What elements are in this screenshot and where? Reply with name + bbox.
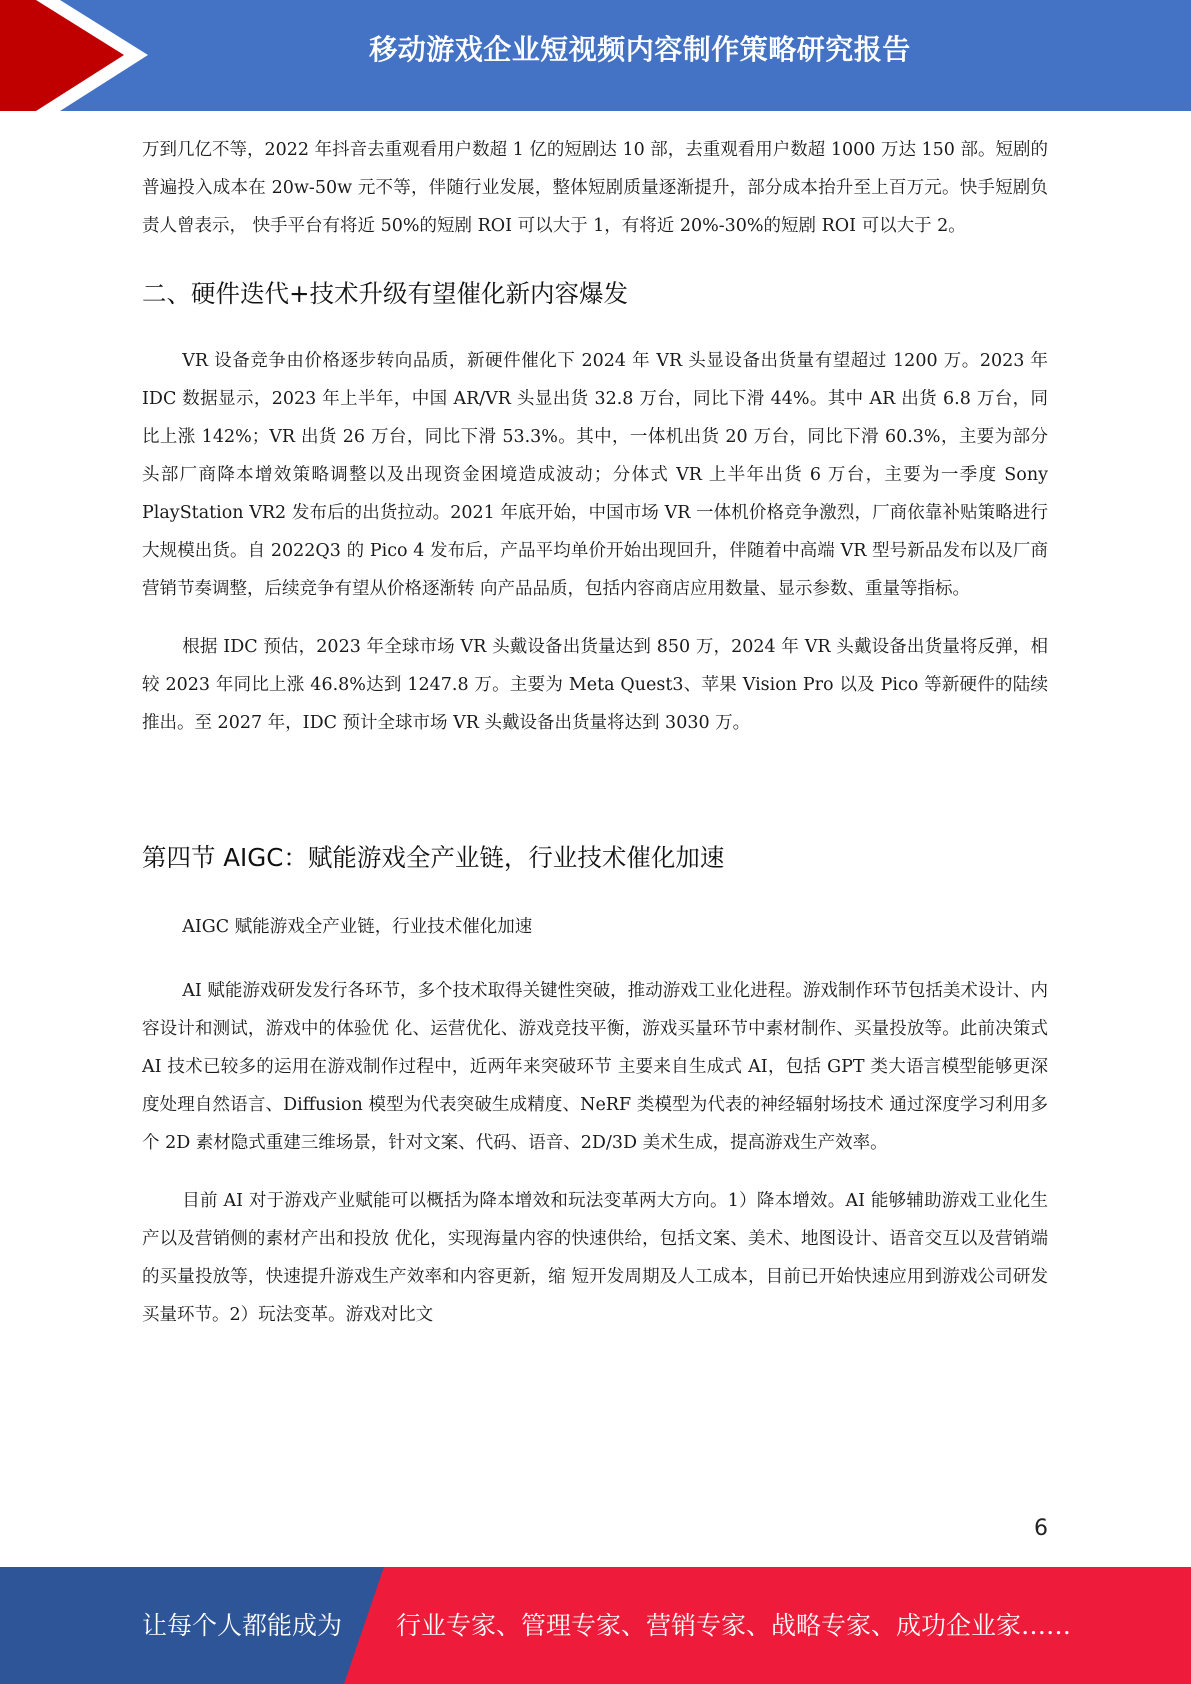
paragraph-short-drama: 万到几亿不等，2022 年抖音去重观看用户数超 1 亿的短剧达 10 部，去重观看用户数超 1000 万达 150 部。短剧的普遍投入成本在 20w-50w 元不等，伴随行业发展，整体短剧质量逐渐提升，部分成本抬升至上百万元。快手短剧负责人曾表示， 快手平台有将近 50%的短剧 ROI 可以大于 1，有将近 20%-30%的短剧 ROI 可以大于 2。 [142,140,1048,236]
paragraph-ai-empowerment: AI 赋能游戏研发发行各环节，多个技术取得关键性突破，推动游戏工业化进程。游戏制作环节包括美术设计、内容设计和测试，游戏中的体验优 化、运营优化、游戏竞技平衡，游戏买量环节中素材制作、买量投放等。此前决策式 AI 技术已较多的运用在游戏制作过程中，近两年来突破环节 主要来自生成式 AI，包括 GPT 类大语言模型能够更深度处理自然语言、Diffusion 模型为代表突破生成精度、NeRF 类模型为代表的神经辐射场技术 通过深度学习利用多个 2D 素材隐式重建三维场景，针对文案、代码、语音、2D/3D 美术生成，提高游戏生产效率。 [142,981,1048,1153]
paragraph-ai-directions: 目前 AI 对于游戏产业赋能可以概括为降本增效和玩法变革两大方向。1）降本增效。AI 能够辅助游戏工业化生产以及营销侧的素材产出和投放 优化，实现海量内容的快速供给，包括文案、美术、地图设计、语音交互以及营销端的买量投放等，快速提升游戏生产效率和内容更新，缩 短开发周期及人工成本，目前已开始快速应用到游戏公司研发买量环节。2）玩法变革。游戏对比文 [142,1191,1048,1325]
footer-slogan-right: 行业专家、管理专家、营销专家、战略专家、成功企业家…… [396,1611,1072,1640]
heading-section-aigc: 第四节 AIGC：赋能游戏全产业链，行业技术催化加速 [142,843,725,872]
page-footer [0,1567,1191,1684]
footer-slogan-left: 让每个人都能成为 [142,1611,343,1640]
heading-hardware-iteration: 二、硬件迭代+技术升级有望催化新内容爆发 [142,279,629,308]
header-chevron-decoration [0,0,150,111]
report-title: 移动游戏企业短视频内容制作策略研究报告 [369,33,911,66]
page-header [0,0,1191,111]
document-body [142,131,1048,1334]
page-number: 6 [1034,1516,1048,1541]
subheading-aigc: AIGC 赋能游戏全产业链，行业技术催化加速 [182,917,533,937]
paragraph-vr-competition: VR 设备竞争由价格逐步转向品质，新硬件催化下 2024 年 VR 头显设备出货量有望超过 1200 万。2023 年 IDC 数据显示，2023 年上半年，中国 AR/VR 头显出货 32.8 万台，同比下滑 44%。其中 AR 出货 6.8 万台，同比上涨 142%；VR 出货 26 万台，同比下滑 53.3%。其中，一体机出货 20 万台，同比下滑 60.3%，主要为部分头部厂商降本增效策略调整以及出现资金困境造成波动；分体式 VR 上半年出货 6 万台，主要为一季度 Sony PlayStation VR2 发布后的出货拉动。2021 年底开始，中国市场 VR 一体机价格竞争激烈，厂商依靠补贴策略进行大规模出货。自 2022Q3 的 Pico 4 发布后，产品平均单价开始出现回升，伴随着中高端 VR 型号新品发布以及厂商营销节奏调整，后续竞争有望从价格逐渐转 向产品品质，包括内容商店应用数量、显示参数、重量等指标。 [142,351,1048,599]
paragraph-idc-forecast: 根据 IDC 预估，2023 年全球市场 VR 头戴设备出货量达到 850 万，2024 年 VR 头戴设备出货量将反弹，相较 2023 年同比上涨 46.8%达到 1247.8 万。主要为 Meta Quest3、苹果 Vision Pro 以及 Pico 等新硬件的陆续推出。至 2027 年，IDC 预计全球市场 VR 头戴设备出货量将达到 3030 万。 [142,637,1048,733]
